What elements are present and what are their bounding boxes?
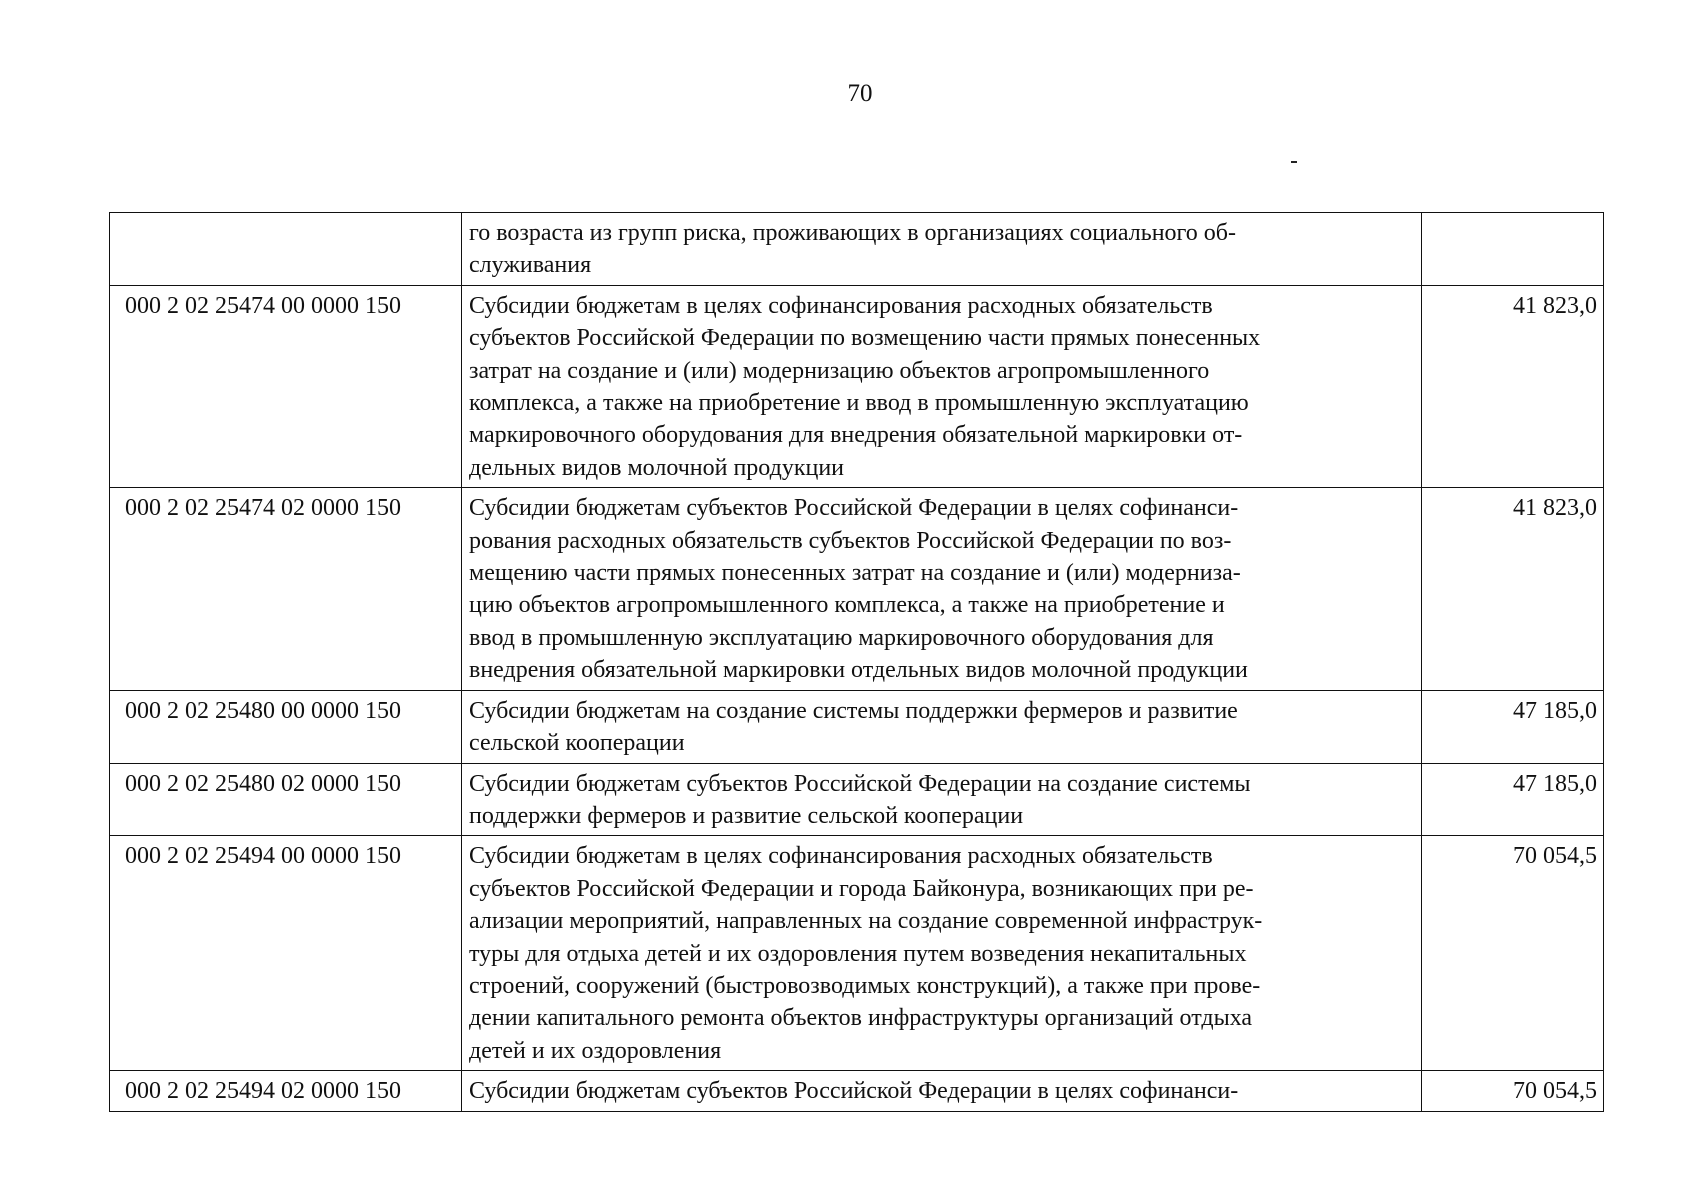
- income-name-line: сельской кооперации: [469, 730, 685, 757]
- table-row: [110, 488, 1604, 690]
- income-name-line: субъектов Российской Федерации по возмещению части прямых понесенных: [469, 325, 1261, 352]
- table-row: [110, 285, 1604, 487]
- income-name-cell: [462, 488, 1422, 690]
- income-name-line: мещению части прямых понесенных затрат на создание и (или) модерниза-: [469, 560, 1241, 587]
- amount-cell: [1422, 213, 1604, 286]
- classification-code-cell: [110, 213, 462, 286]
- income-name-line: субъектов Российской Федерации и города Байконура, возникающих при ре-: [469, 875, 1254, 902]
- amount-cell: 70 054,5: [1422, 836, 1604, 1071]
- table-row: [110, 763, 1604, 836]
- income-name-line: Субсидии бюджетам в целях софинансирования расходных обязательств: [469, 843, 1213, 870]
- classification-code-cell: 000 2 02 25474 00 0000 150: [110, 285, 462, 487]
- income-name-line: дении капитального ремонта объектов инфраструктуры организаций отдыха: [469, 1005, 1253, 1032]
- income-name-line: рования расходных обязательств субъектов Российской Федерации по воз-: [469, 527, 1232, 554]
- income-name-cell: [462, 763, 1422, 836]
- income-name-cell: [462, 690, 1422, 763]
- income-name-line: маркировочного оборудования для внедрения обязательной маркировки от-: [469, 422, 1243, 449]
- income-name-line: Субсидии бюджетам на создание системы поддержки фермеров и развитие: [469, 697, 1238, 724]
- amount-cell: 47 185,0: [1422, 690, 1604, 763]
- income-name-line: Субсидии бюджетам в целях софинансирования расходных обязательств: [469, 292, 1213, 319]
- table-row: [110, 690, 1604, 763]
- table-row: [110, 836, 1604, 1071]
- income-name-line: строений, сооружений (быстровозводимых конструкций), а также при прове-: [469, 972, 1261, 999]
- income-name-line: ввод в промышленную эксплуатацию маркировочного оборудования для: [469, 624, 1214, 651]
- income-name-line: детей и их оздоровления: [469, 1037, 722, 1064]
- income-name-line: Субсидии бюджетам субъектов Российской Федерации в целях софинанси-: [469, 495, 1239, 522]
- income-name-cell: [462, 1071, 1422, 1111]
- income-name-cell: [462, 285, 1422, 487]
- income-name-cell: [462, 213, 1422, 286]
- page-number: 70: [847, 80, 873, 107]
- income-name-line: поддержки фермеров и развитие сельской кооперации: [469, 802, 1024, 829]
- income-name-line: цию объектов агропромышленного комплекса, а также на приобретение и: [469, 592, 1225, 619]
- income-name-cell: [462, 836, 1422, 1071]
- amount-cell: 47 185,0: [1422, 763, 1604, 836]
- amount-cell: 41 823,0: [1422, 285, 1604, 487]
- income-name-line: дельных видов молочной продукции: [469, 454, 845, 481]
- income-name-line: Субсидии бюджетам субъектов Российской Федерации в целях софинанси-: [469, 1078, 1239, 1105]
- classification-code-cell: 000 2 02 25480 02 0000 150: [110, 763, 462, 836]
- table-row: [110, 1071, 1604, 1111]
- scan-mark: [1291, 161, 1297, 163]
- income-name-line: туры для отдыха детей и их оздоровления путем возведения некапитальных: [469, 940, 1247, 967]
- income-name-line: служивания: [469, 252, 592, 279]
- income-name-line: комплекса, а также на приобретение и ввод в промышленную эксплуатацию: [469, 390, 1249, 417]
- table-row: [110, 213, 1604, 286]
- income-name-line: ализации мероприятий, направленных на создание современной инфраструк-: [469, 908, 1263, 935]
- income-name-line: го возраста из групп риска, проживающих в организациях социального об-: [469, 220, 1237, 246]
- classification-code-cell: 000 2 02 25494 00 0000 150: [110, 836, 462, 1071]
- income-name-line: Субсидии бюджетам субъектов Российской Федерации на создание системы: [469, 770, 1251, 797]
- amount-cell: 70 054,5: [1422, 1071, 1604, 1111]
- classification-code-cell: 000 2 02 25494 02 0000 150: [110, 1071, 462, 1111]
- income-name-line: внедрения обязательной маркировки отдельных видов молочной продукции: [469, 657, 1248, 684]
- classification-code-cell: 000 2 02 25480 00 0000 150: [110, 690, 462, 763]
- budget-classification-table: [109, 212, 1604, 1112]
- table-body: [110, 213, 1604, 1112]
- classification-code-cell: 000 2 02 25474 02 0000 150: [110, 488, 462, 690]
- amount-cell: 41 823,0: [1422, 488, 1604, 690]
- income-name-line: затрат на создание и (или) модернизацию объектов агропромышленного: [469, 357, 1210, 384]
